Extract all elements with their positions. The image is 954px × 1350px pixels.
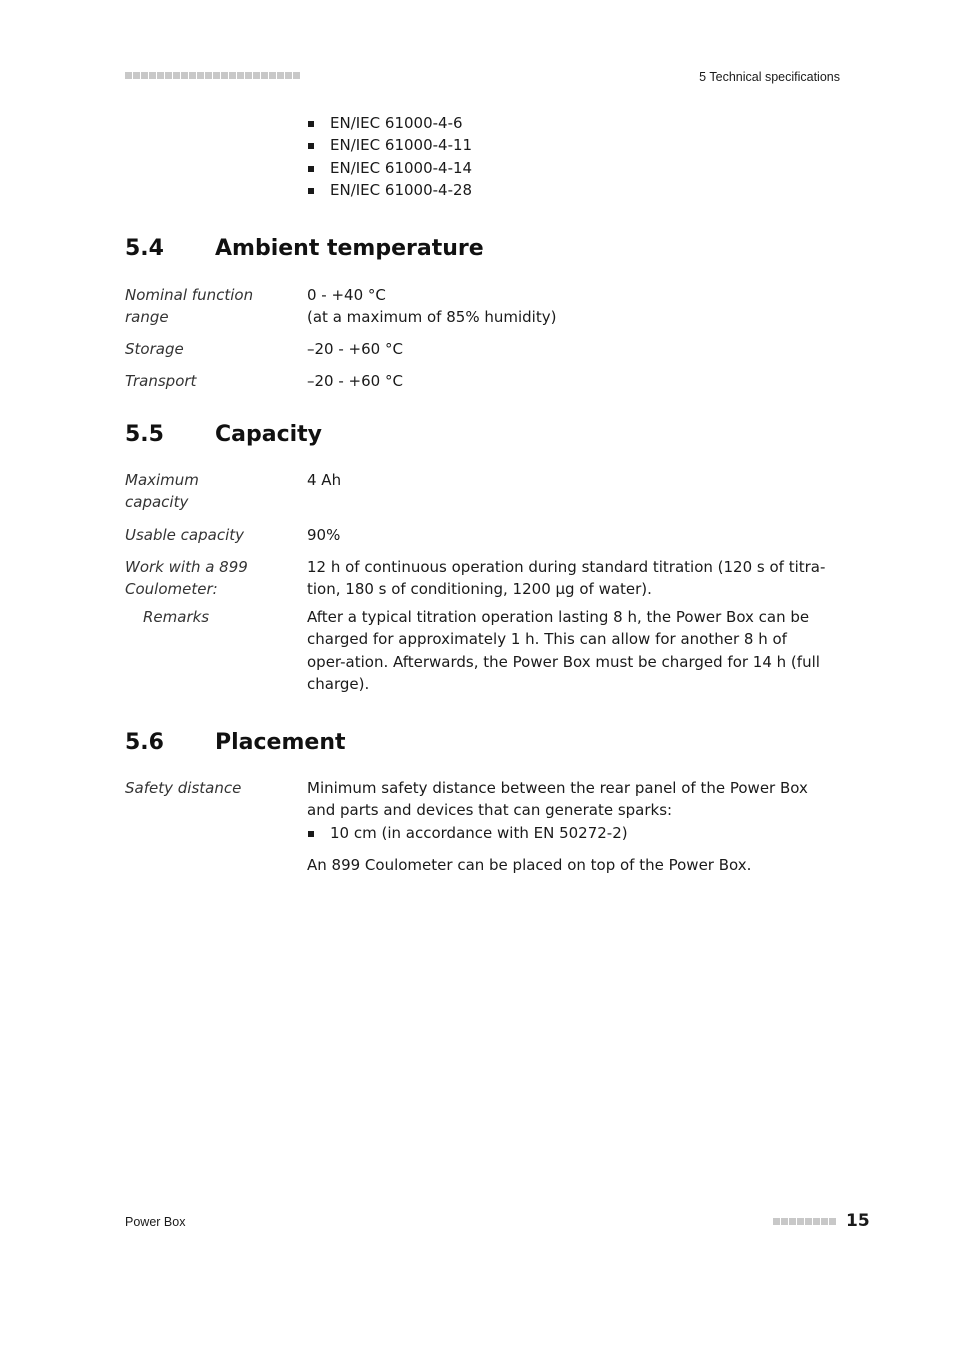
remarks-label: Remarks	[143, 608, 210, 626]
remarks-value: After a typical titration operation lasting 8 h, the Power Box can be charged for approximately 1 h. This can allow for another 8 h of oper-ation. Afterwards, the Power Box must be charged for 14 h (full charge).	[307, 608, 820, 694]
list-item: EN/IEC 61000-4-14	[307, 157, 472, 179]
storage-value: –20 - +60 °C	[307, 340, 403, 358]
footer-product-name: Power Box	[125, 1215, 186, 1229]
section-title: Ambient temperature	[215, 236, 484, 261]
page-number: 15	[846, 1211, 870, 1231]
footer-decoration	[773, 1218, 836, 1225]
storage-label: Storage	[125, 340, 184, 358]
safety-distance-value: Minimum safety distance between the rear panel of the Power Box and parts and devices that can generate sparks:	[307, 779, 808, 820]
safety-distance-label: Safety distance	[125, 779, 242, 797]
section-number: 5.5	[125, 422, 164, 447]
nominal-function-range-label: Nominal function range	[125, 286, 254, 327]
work-with-coulometer-label: Work with a 899 Coulometer:	[125, 558, 248, 599]
header-decoration	[125, 72, 300, 79]
placement-note: An 899 Coulometer can be placed on top of the Power Box.	[307, 856, 752, 874]
list-item: EN/IEC 61000-4-28	[307, 179, 472, 201]
usable-capacity-label: Usable capacity	[125, 526, 244, 544]
section-heading-capacity	[125, 422, 322, 448]
work-with-coulometer-value: 12 h of continuous operation during standard titration (120 s of titra-tion, 180 s of conditioning, 1200 µg of water).	[307, 558, 826, 599]
section-number: 5.4	[125, 236, 164, 261]
nominal-humidity-line: (at a maximum of 85% humidity)	[307, 308, 557, 327]
section-heading-ambient-temperature	[125, 236, 484, 262]
nominal-function-range-value	[307, 284, 827, 329]
section-title: Capacity	[215, 422, 323, 447]
section-title: Placement	[215, 730, 346, 755]
running-header: 5 Technical specifications	[699, 70, 840, 84]
section-number: 5.6	[125, 730, 164, 755]
section-heading-placement	[125, 730, 346, 756]
transport-value: –20 - +60 °C	[307, 372, 403, 390]
list-item: EN/IEC 61000-4-6	[307, 112, 472, 134]
maximum-capacity-label: Maximum capacity	[125, 471, 199, 512]
nominal-range-line: 0 - +40 °C	[307, 286, 386, 304]
emc-standards-list	[307, 112, 472, 202]
usable-capacity-value: 90%	[307, 526, 341, 544]
transport-label: Transport	[125, 372, 197, 390]
safety-distance-list	[307, 822, 628, 844]
list-item: 10 cm (in accordance with EN 50272-2)	[307, 822, 628, 844]
maximum-capacity-value: 4 Ah	[307, 471, 342, 489]
list-item: EN/IEC 61000-4-11	[307, 134, 472, 156]
